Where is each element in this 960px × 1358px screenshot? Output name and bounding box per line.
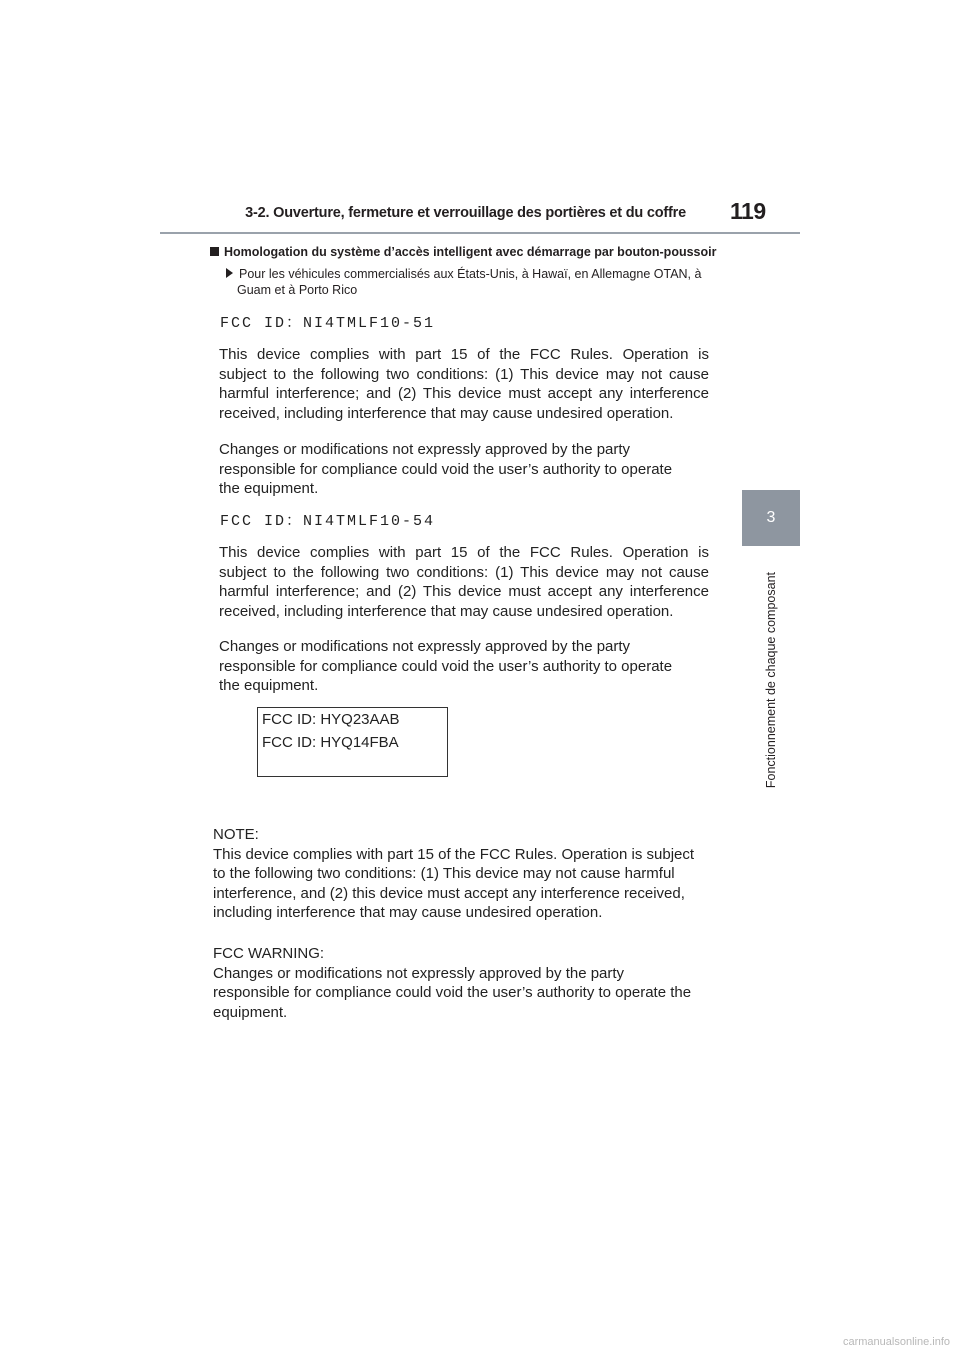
text-line: the equipment. <box>219 677 319 695</box>
warning-block <box>213 944 733 1022</box>
note-block <box>213 825 733 923</box>
text-line: received, including interference that may cause undesired operation. <box>219 602 674 620</box>
fcc-1-paragraph-1 <box>219 345 709 423</box>
text-line: Changes or modifications not expressly approved by the party <box>219 638 631 655</box>
text-line: equipment. <box>213 1003 288 1021</box>
text-line: interference, and (2) this device must accept any interference received, <box>213 884 685 902</box>
bullet-item <box>226 266 756 298</box>
fcc-2-paragraph-1 <box>219 543 709 621</box>
text-line: subject to the following two conditions: (1) This device may not cause <box>219 563 709 581</box>
text-line: harmful interference; and (2) This device must accept any interference <box>219 583 709 601</box>
text-line: including interference that may cause undesired operation. <box>213 904 603 921</box>
section-heading <box>210 245 716 259</box>
footer-watermark: carmanualsonline.info <box>842 1336 950 1348</box>
chapter-label: Fonctionnement de chaque composant <box>764 571 778 789</box>
note-title: NOTE: <box>213 826 259 843</box>
fcc-id-2: FCC ID：NI4TMLF10-54 <box>220 513 436 530</box>
text-line: responsible for compliance could void the user’s authority to operate the <box>213 984 692 1001</box>
warning-title: FCC WARNING: <box>213 945 325 962</box>
fcc-id-hyq14fba: FCC ID: HYQ14FBA <box>262 734 399 751</box>
fcc-id-1: FCC ID：NI4TMLF10-51 <box>220 315 436 332</box>
text-line: This device complies with part 15 of the FCC Rules. Operation is <box>219 346 709 363</box>
text-line: subject to the following two conditions: (1) This device may not cause <box>219 365 709 383</box>
text-line: This device complies with part 15 of the FCC Rules. Operation is subject <box>213 845 695 863</box>
text-line: harmful interference; and (2) This device must accept any interference <box>219 385 709 403</box>
text-line: This device complies with part 15 of the FCC Rules. Operation is <box>219 544 709 561</box>
page-number: 119 <box>730 198 766 224</box>
fcc-id-hyq23aab: FCC ID: HYQ23AAB <box>262 711 400 728</box>
chapter-tab <box>742 490 800 546</box>
chapter-number: 3 <box>766 509 776 526</box>
fcc-1-paragraph-2 <box>219 440 709 499</box>
text-line: to the following two conditions: (1) This device may not cause harmful <box>213 865 675 882</box>
bullet-line-1: Pour les véhicules commercialisés aux États-Unis, à Hawaï, en Allemagne OTAN, à <box>239 267 702 281</box>
running-header: 3-2. Ouverture, fermeture et verrouillage des portières et du coffre <box>245 205 686 221</box>
chapter-label-container <box>742 555 800 805</box>
fcc-2-paragraph-2 <box>219 637 709 696</box>
triangle-bullet-icon <box>226 268 233 278</box>
text-line: responsible for compliance could void the user’s authority to operate <box>219 657 673 675</box>
header-divider <box>160 232 800 234</box>
section-heading-text: Homologation du système d’accès intelligent avec démarrage par bouton-poussoir <box>224 245 717 259</box>
text-line: Changes or modifications not expressly approved by the party <box>219 441 631 458</box>
fcc-id-label-box <box>257 707 448 777</box>
text-line: responsible for compliance could void the user’s authority to operate <box>219 460 673 478</box>
square-bullet-icon <box>210 247 219 256</box>
text-line: the equipment. <box>219 480 319 498</box>
bullet-line-2: Guam et à Porto Rico <box>237 283 358 297</box>
text-line: received, including interference that may cause undesired operation. <box>219 404 674 422</box>
text-line: Changes or modifications not expressly approved by the party <box>213 964 625 982</box>
